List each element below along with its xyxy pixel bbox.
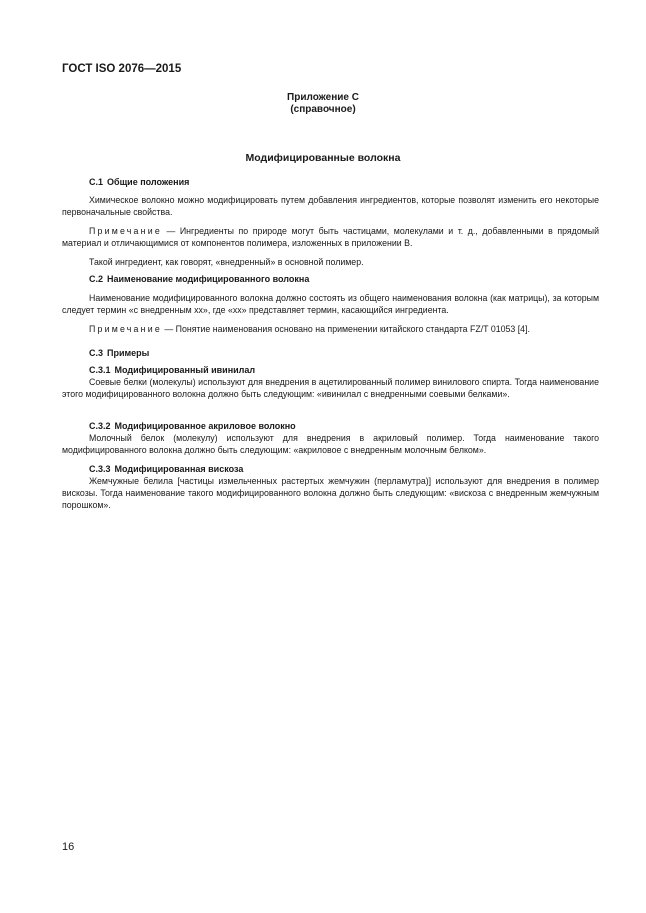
subsection-title: Модифицированное акриловое волокно	[114, 421, 296, 431]
section-title: Общие положения	[107, 177, 190, 187]
subsection-number: С.3.2	[89, 421, 111, 431]
document-title: Модифицированные волокна	[245, 152, 401, 164]
page-number: 16	[62, 841, 75, 853]
annex-title: Приложение С	[287, 92, 359, 103]
note-text: — Понятие наименования основано на применении китайского стандарта FZ/T 01053 [4].	[164, 324, 530, 334]
subsection-title: Модифицированная вискоза	[114, 464, 244, 474]
note-label: Примечание	[89, 324, 162, 334]
section-heading-c3	[89, 348, 149, 358]
subsection-heading-c31	[89, 365, 255, 375]
subsection-number: С.3.1	[89, 365, 111, 375]
subsection-number: С.3.3	[89, 464, 111, 474]
paragraph-c33: Жемчужные белила [частицы измельченных растертых жемчужин (перламутра)] используют для внедрения в полимер вискозы. Тогда наименование такого модифицированного волокна должно быть следующим: «вискоза с внедренным жемчужным порошком».	[62, 476, 599, 510]
section-title: Примеры	[107, 348, 150, 358]
subsection-heading-c32	[89, 421, 296, 431]
section-title: Наименование модифицированного волокна	[107, 274, 310, 284]
paragraph-c32: Молочный белок (молекулу) используют для внедрения в акриловый полимер. Тогда наименование такого модифицированного волокна должно быть следующим: «акриловое с внедренным молочным белком».	[62, 433, 599, 455]
paragraph-c1-2: Такой ингредиент, как говорят, «внедренный» в основной полимер.	[89, 257, 364, 267]
note-c2	[62, 323, 599, 335]
paragraph-c1-1: Химическое волокно можно модифицировать путем добавления ингредиентов, которые позволят изменить его некоторые первоначальные свойства.	[62, 195, 599, 217]
section-heading-c2	[89, 274, 309, 284]
section-number: С.1	[89, 177, 104, 187]
section-heading-c1	[89, 177, 189, 187]
subsection-heading-c33	[89, 464, 243, 474]
paragraph-c31: Соевые белки (молекулы) используют для внедрения в ацетилированный полимер винилового спирта. Тогда наименование этого модифицированного волокна должно быть следующим: «ивинилал с внедренными соевыми белками».	[62, 377, 599, 399]
section-number: С.2	[89, 274, 104, 284]
section-number: С.3	[89, 348, 104, 358]
document-header: ГОСТ ISO 2076—2015	[62, 63, 182, 75]
note-text: — Ингредиенты по природе могут быть частицами, молекулами и т. д., добавленными в прядомый материал и отличающимися от компонентов полимера, изложенных в приложении В.	[62, 226, 599, 248]
subsection-title: Модифицированный ивинилал	[114, 365, 256, 375]
paragraph-c2-1: Наименование модифицированного волокна должно состоять из общего наименования волокна (как матрицы), за которым следует термин «с внедренным хх», где «хх» представляет термин, касающийся ингредиента.	[62, 293, 599, 315]
note-label: Примечание	[89, 226, 162, 236]
annex-subtitle: (справочное)	[290, 104, 356, 115]
note-c1	[62, 225, 599, 249]
